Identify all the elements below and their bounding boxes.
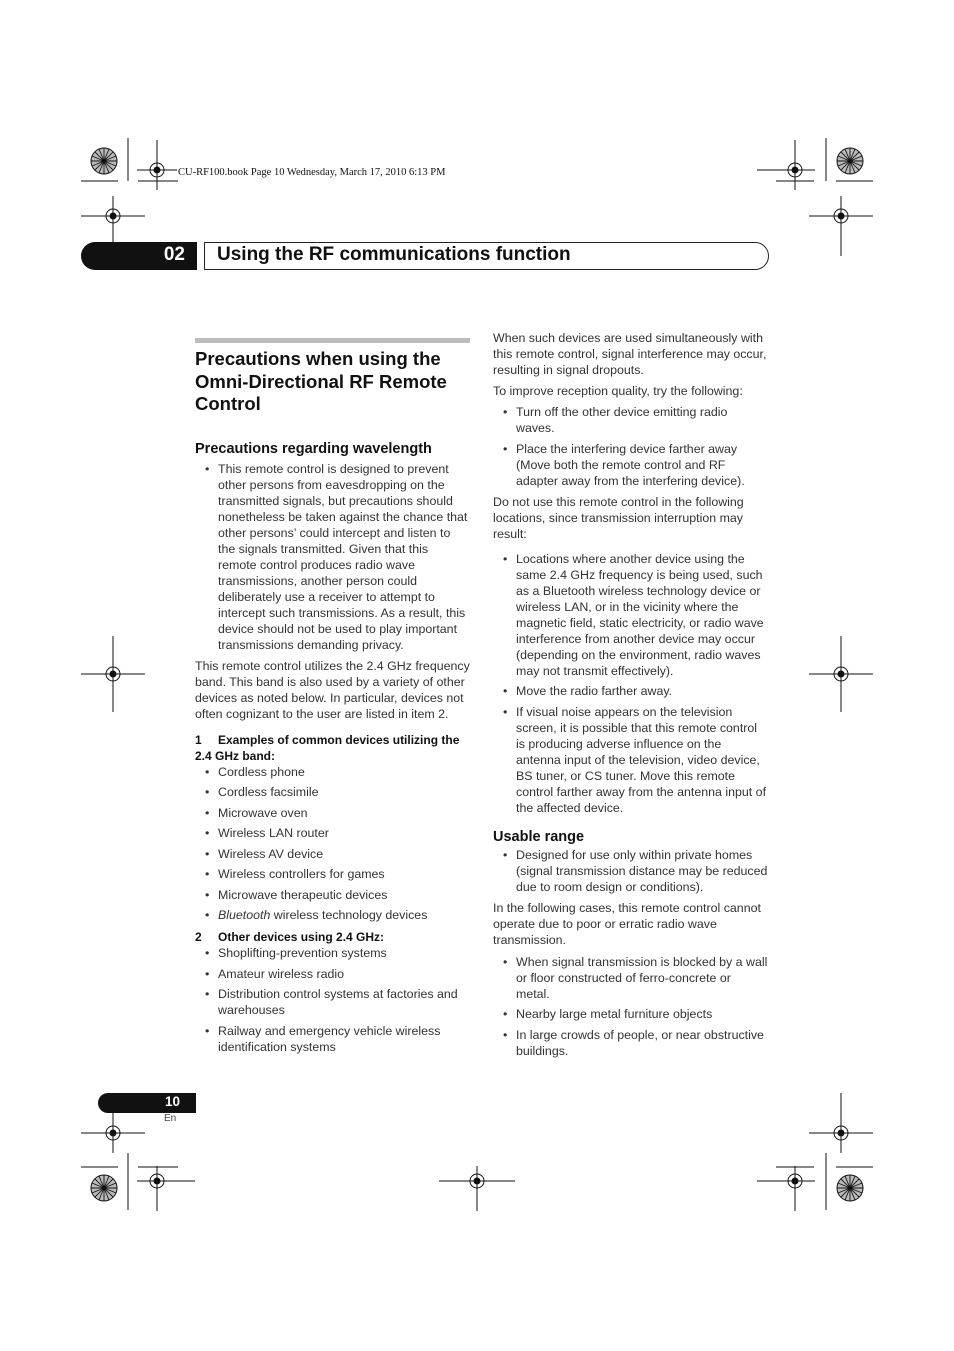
list-item: • Amateur wireless radio [195,966,470,982]
list-item: • Wireless controllers for games [195,866,470,882]
list-item: • Designed for use only within private homes (signal transmission distance may be reduced due to room design or conditions). [493,847,768,895]
interference-paragraph: When such devices are used simultaneously with this remote control, signal interference may occur, resulting in signal dropouts. [493,331,767,377]
chapter-number: 02 [163,244,185,265]
bluetooth-italic: Bluetooth [218,908,271,922]
band-paragraph: This remote control utilizes the 2.4 GHz frequency band. This band is also used by a variety of other devices as noted below. In particular, devices not often cognizant to the user are listed in item 2. [195,658,470,721]
list-item: • Move the radio farther away. [493,683,768,699]
list-item: • Distribution control systems at factories and warehouses [195,986,470,1018]
chapter-title-box [204,242,769,270]
list-item: • If visual noise appears on the television screen, it is possible that this remote control is producing adverse influence on the antenna input of the television, video device, BS tuner, or CS tuner. Move this remote control farther away from the antenna input of the affected device. [493,704,768,816]
list1-heading: 1 Examples of common devices utilizing the 2.4 GHz band: [195,732,460,763]
wavelength-heading: Precautions regarding wavelength [195,440,432,457]
cases-list [493,954,768,1059]
list-item: • Turn off the other device emitting radio waves. [493,404,768,436]
list-item: • Shoplifting-prevention systems [195,945,470,961]
section-rule [195,338,470,343]
list-item: • Nearby large metal furniture objects [493,1006,768,1022]
list-item: • Railway and emergency vehicle wireless identification systems [195,1023,470,1055]
list2-heading: 2 Other devices using 2.4 GHz: [195,930,385,944]
list-item: • Wireless AV device [195,846,470,862]
left-column [195,338,470,1060]
list-item: • This remote control is designed to prevent other persons from eavesdropping on the transmitted signals, but precautions should nonetheless be taken against the chance that other persons’ could intercept and listen to the signals transmitted. Given that this remote control produces radio wave transmissions, another person could deliberately use a receiver to attempt to intercept such transmissions. As a result, this device should not be used to play important transmissions demanding privacy. [195,461,470,653]
page-number: 10 [164,1094,180,1109]
list-item: • Wireless LAN router [195,825,470,841]
locations-list [493,551,768,816]
list-item: • Bluetooth wireless technology devices [195,907,470,923]
chapter-number-tab [81,242,197,270]
language-code: En [164,1113,177,1124]
list-item: • In large crowds of people, or near obstructive buildings. [493,1027,768,1059]
chapter-title: Using the RF communications function [217,244,571,265]
page-number-tab [98,1093,196,1113]
cases-intro: In the following cases, this remote control cannot operate due to poor or erratic radio wave transmission. [493,900,761,947]
locations-intro: Do not use this remote control in the following locations, since transmission interruption may result: [493,494,744,541]
other-devices-list [195,945,470,1055]
improve-list [493,404,768,489]
list-item: • Place the interfering device farther away (Move both the remote control and RF adapter away from the interfering device). [493,441,768,489]
list-item: • When signal transmission is blocked by a wall or floor constructed of ferro-concrete or metal. [493,954,768,1002]
list-item: • Cordless facsimile [195,784,470,800]
usable-range-list [493,847,768,895]
improve-intro: To improve reception quality, try the following: [493,384,743,398]
list-item: • Locations where another device using the same 2.4 GHz frequency is being used, such as a Bluetooth wireless technology device or wireless LAN, or in the vicinity where the magnetic field, static electricity, or radio wave interference from another device may occur (depending on the environment, radio waves may not transmit effectively). [493,551,768,679]
common-devices-list [195,764,470,924]
right-column [493,330,768,1064]
wavelength-bullets [195,461,470,653]
list-item: • Cordless phone [195,764,470,780]
book-info-stamp: CU-RF100.book Page 10 Wednesday, March 17, 2010 6:13 PM [178,167,446,178]
list-item: • Microwave therapeutic devices [195,887,470,903]
list-item: • Microwave oven [195,805,470,821]
section-title: Precautions when using the Omni-Directional RF Remote Control [195,348,447,414]
usable-range-heading: Usable range [493,828,585,845]
